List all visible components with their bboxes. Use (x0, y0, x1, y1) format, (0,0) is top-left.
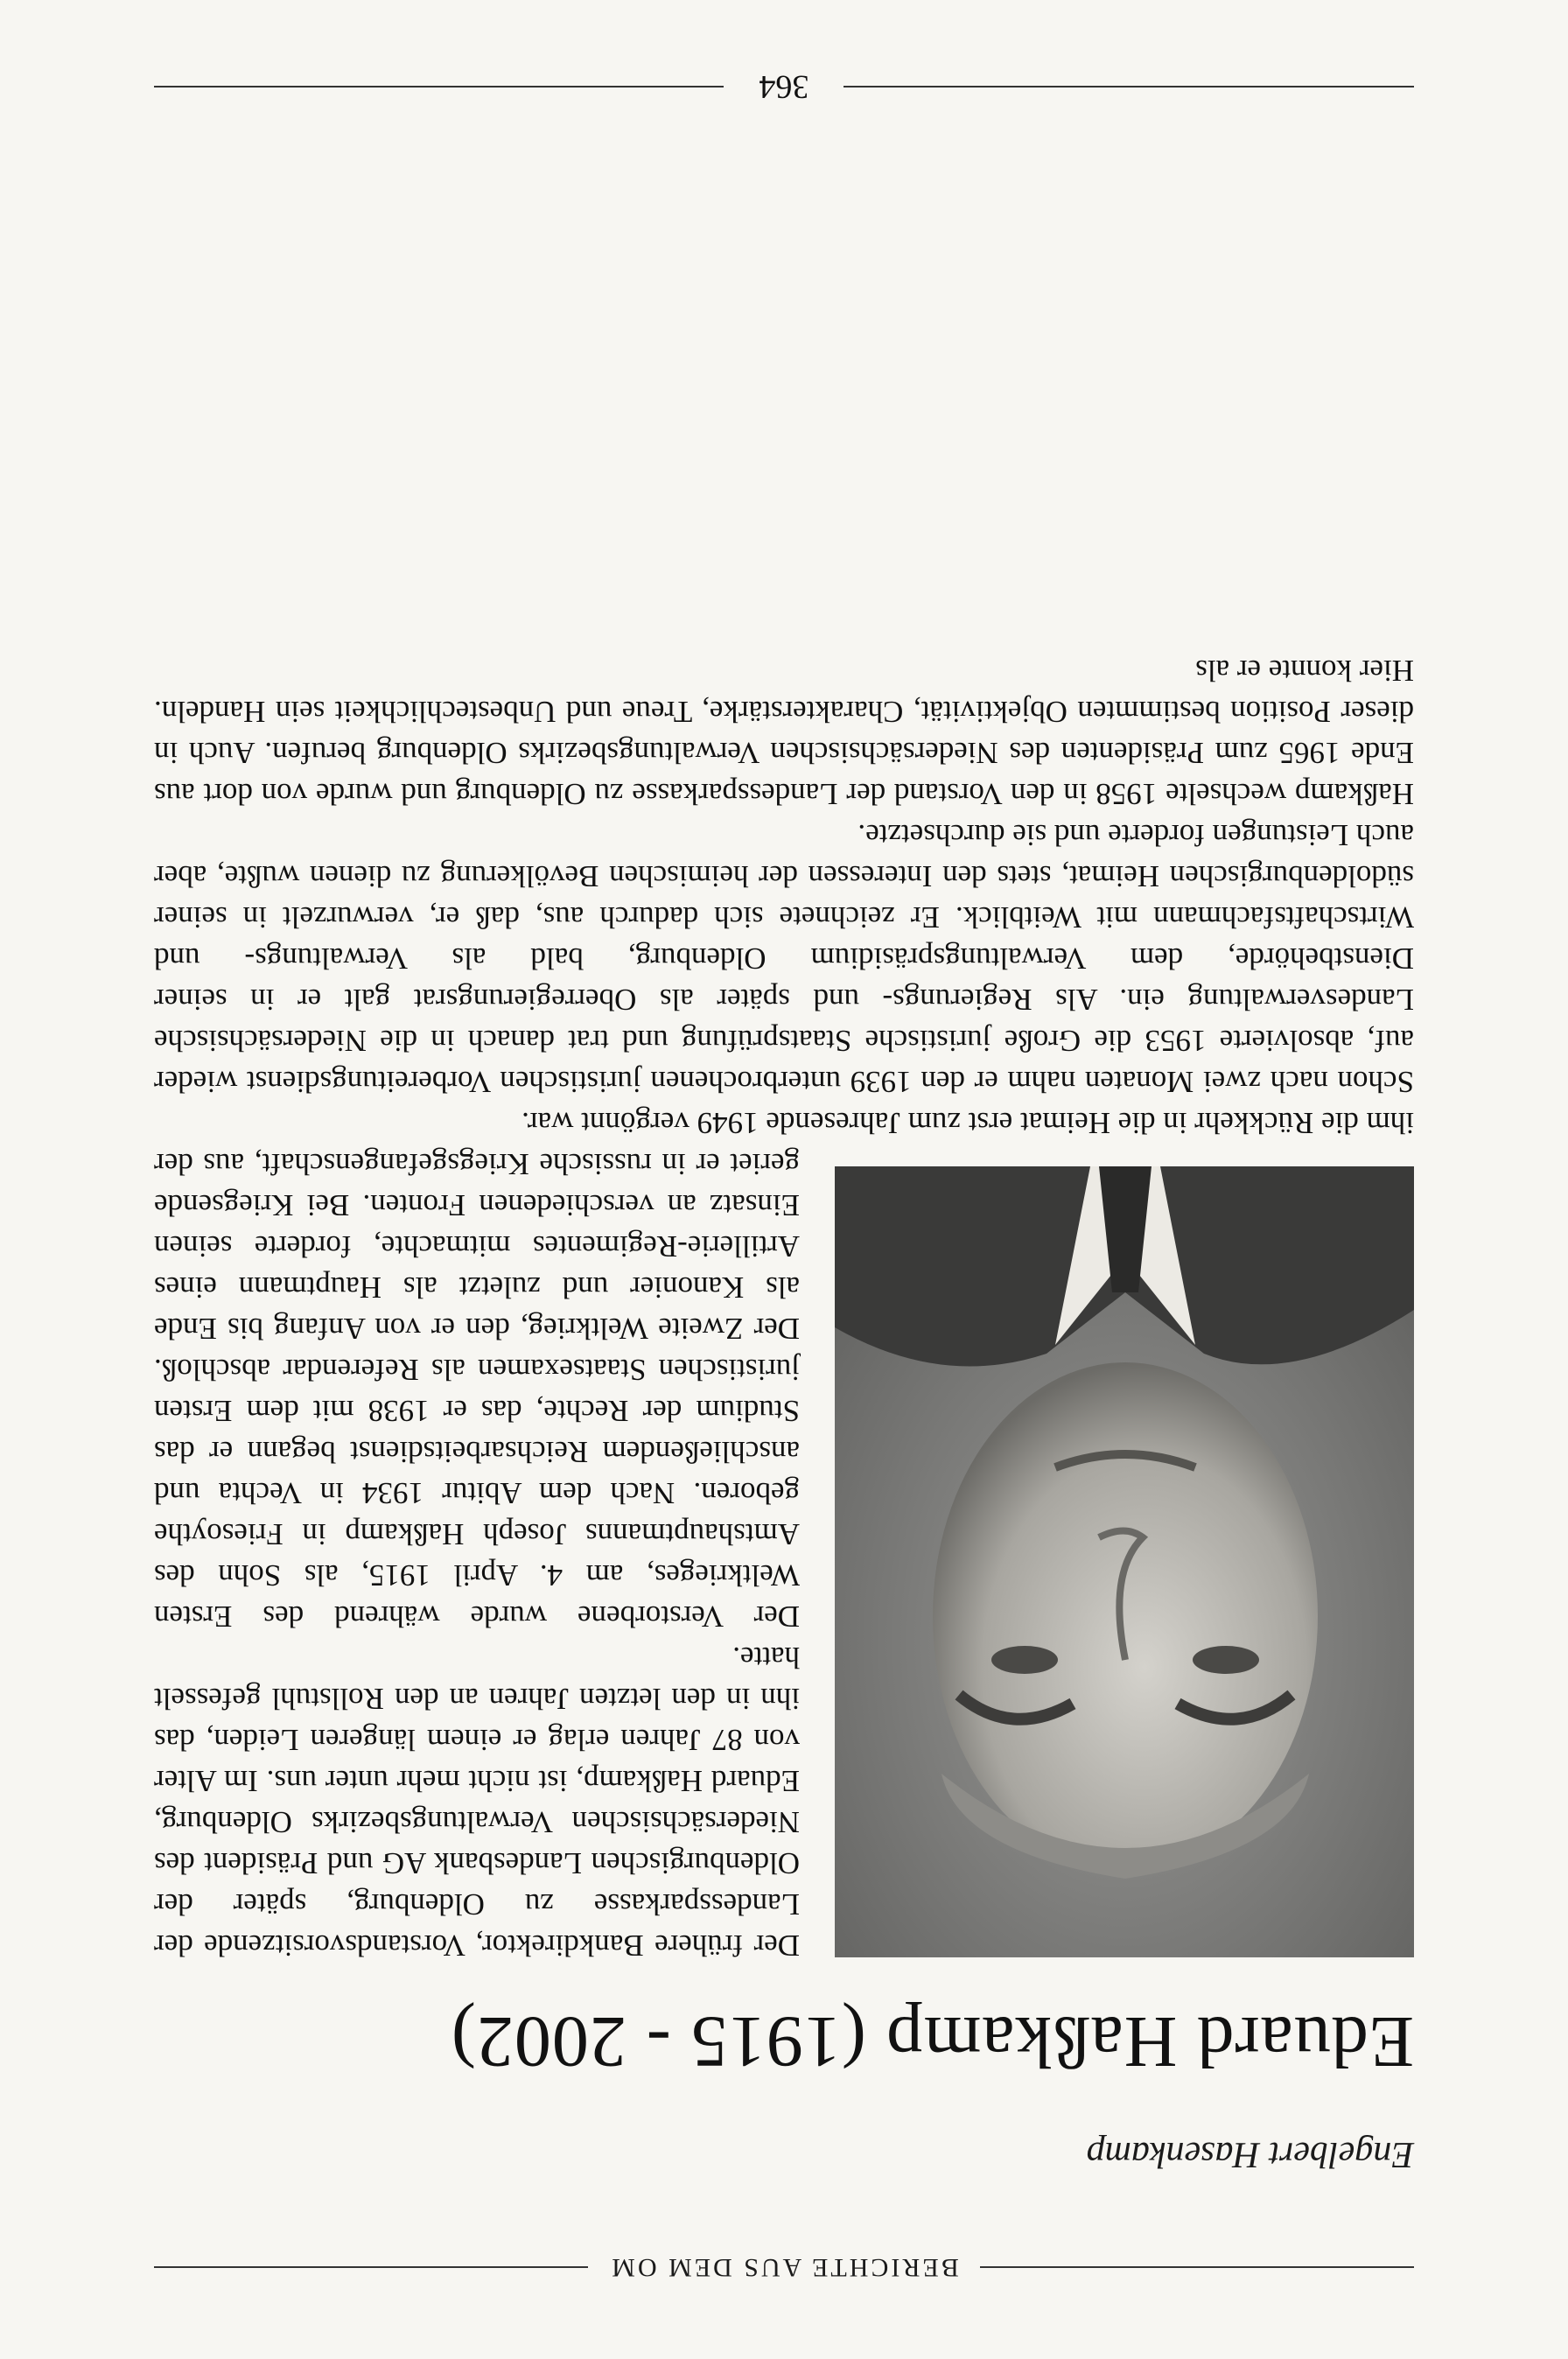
running-title: BERICHTE AUS DEM OM (609, 2253, 959, 2282)
article-body (154, 650, 1414, 1966)
paragraph-1: Der frühere Bankdirektor, Vorstandsvorsitzende der Landessparkasse zu Oldenburg, später der Oldenburgischen Landesbank AG und Präsident des Niedersächsischen Verwaltungsbezirks Oldenburg, Eduard Haßkamp, ist nicht mehr unter uns. Im Alter von 87 Jahren erlag er einem längeren Leiden, das ihn in den letzten Jahren an den Rollstuhl gefesselt hatte. (154, 1641, 800, 1963)
footer-rule-right (154, 86, 724, 88)
portrait-photo-icon (835, 1166, 1414, 1957)
footer-rule-left (844, 86, 1415, 88)
header-rule-left (980, 2266, 1414, 2268)
paragraph-2: Der Verstorbene wurde während des Ersten Weltkrieges, am 4. April 1915, als Sohn des Amtshauptmanns Joseph Haßkamp in Friesoythe geboren. Nach dem Abitur 1934 in Vechta und anschließendem Reichsarbeitsdienst begann er das Studium der Rechte, das er 1938 mit dem Ersten juristischen Staatsexamen als Referendar abschloß. Der Zweite Weltkrieg, den er von Anfang bis Ende als Kanonier und zuletzt als Hauptmann eines Artillerie-Regimentes mitmachte, forderte seinen Einsatz an verschiedenen Fronten. Bei Kriegsende geriet er in russische Kriegsgefangenschaft, aus der ihm die Rückkehr in die Heimat erst zum Jahresende 1949 vergönnt war. (154, 1106, 1414, 1634)
running-header (154, 2252, 1414, 2282)
author-name: Engelbert Hasenkamp (1086, 2134, 1414, 2174)
portrait-photo (835, 1166, 1414, 1957)
paragraph-3: Schon nach zwei Monaten nahm er den 1939 unterbrochenen juristischen Vorbereitungsdienst wieder auf, absolvierte 1953 die Große juristische Staatsprüfung und trat danach in die Niedersächsische Landesverwaltung ein. Als Regierungs- und später als Oberregierungsrat galt er in seiner Dienstbehörde, dem Verwaltungspräsidium Oldenburg, bald als Verwaltungs- und Wirtschaftsfachmann mit Weitblick. Er zeichnete sich dadurch aus, daß er, verwurzelt in seiner südoldenburgischen Heimat, stets den Interessen der heimischen Bevölkerung zu dienen wußte, aber auch Leistungen forderte und sie durchsetzte. (154, 818, 1414, 1099)
article-title: Eduard Haßkamp (1915 - 2002) (450, 2001, 1414, 2082)
page-number: 364 (759, 68, 809, 105)
page-footer (154, 67, 1414, 106)
header-rule-right (154, 2266, 588, 2268)
paragraph-4: Haßkamp wechselte 1958 in den Vorstand der Landessparkasse zu Oldenburg und wurde von dort aus Ende 1965 zum Präsidenten des Niedersächsischen Verwaltungsbezirks Oldenburg berufen. Auch in dieser Position bestimmten Objektivität, Charakterstärke, Treue und Unbestechlichkeit sein Handeln. Hier konnte er als (154, 654, 1414, 811)
